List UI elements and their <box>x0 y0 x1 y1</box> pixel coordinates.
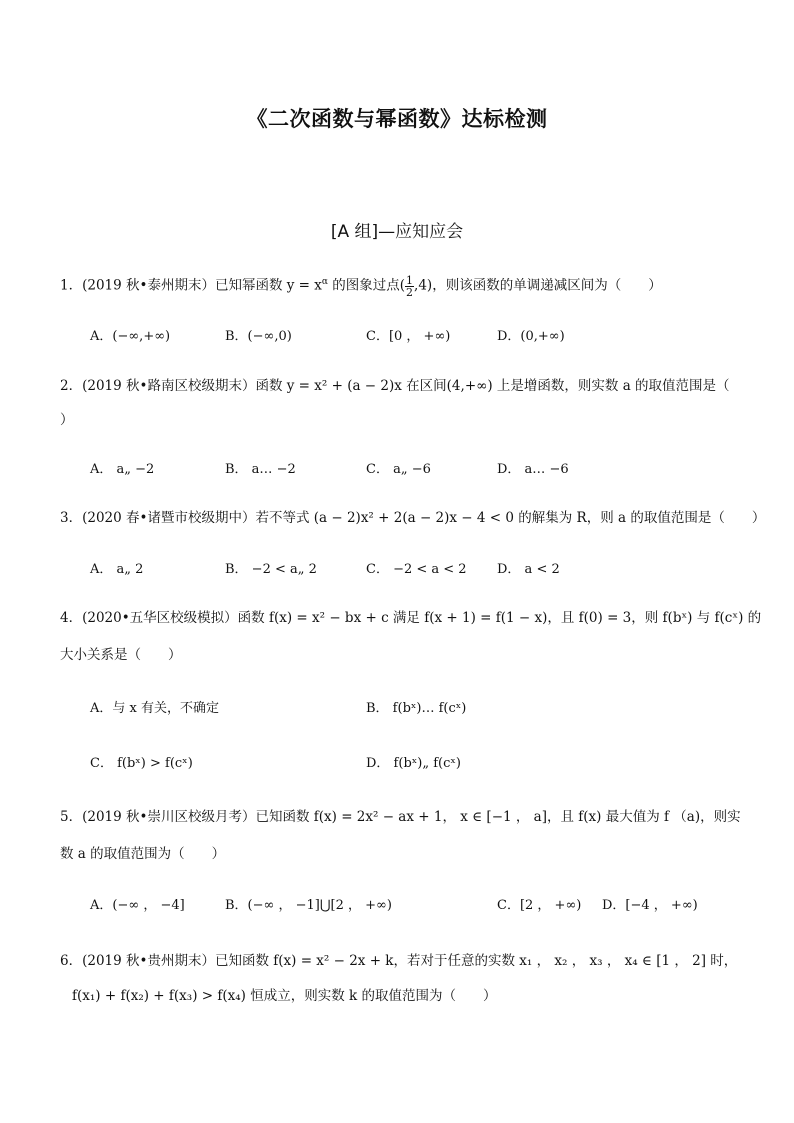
question-6-stem-continued: f(x₁) + f(x₂) + f(x₃) > f(x₄) 恒成立，则实数 k 的取值范围为（ ） <box>72 988 497 1004</box>
question-4-stem-continued: 大小关系是（ ） <box>60 647 182 663</box>
question-1-option-d[interactable]: D．(0,+∞) <box>497 329 565 344</box>
question-4-option-c[interactable]: C． f(bˣ) > f(cˣ) <box>90 756 193 771</box>
question-2-stem-continued: ） <box>60 412 74 428</box>
question-1-stem: 1．(2019 秋•泰州期末）已知幂函数 $y = x^\alpha$ 的图象过点( $\frac{1}{2}$ ,4)，则该函数的单调递减区间为（ ） <box>60 273 662 299</box>
question-1-option-a[interactable]: A．(−∞,+∞) <box>90 329 171 344</box>
question-6-stem: 6．(2019 秋•贵州期末）已知函数 f(x) = x² − 2x + k，若对于任意的实数 x₁ ， x₂ ， x₃ ， x₄ ∈ [1 ， 2] 时， <box>60 953 738 969</box>
question-5-option-d[interactable]: D．[−4 ， +∞) <box>602 898 698 913</box>
question-4-option-a[interactable]: A．与 x 有关，不确定 <box>90 701 219 716</box>
question-4-stem: 4．(2020•五华区校级模拟）函数 f(x) = x² − bx + c 满足 f(x + 1) = f(1 − x)，且 f(0) = 3，则 f(bˣ) 与 f(cˣ) 的 <box>60 610 762 626</box>
fraction-one-half: $\frac{1}{2}$ <box>406 273 414 299</box>
question-2-option-c[interactable]: C． a„ −6 <box>366 462 431 477</box>
question-4-option-b[interactable]: B． f(bˣ)… f(cˣ) <box>366 701 467 716</box>
question-3-option-a[interactable]: A． a„ 2 <box>90 562 144 577</box>
question-3-option-c[interactable]: C． −2 < a < 2 <box>366 562 467 577</box>
question-3-stem: 3．(2020 春•诸暨市校级期中）若不等式 (a − 2)x² + 2(a − 2)x − 4 < 0 的解集为 R，则 a 的取值范围是（ ） <box>60 510 766 526</box>
question-2-stem: 2．(2019 秋•路南区校级期末）函数 y = x² + (a − 2)x 在区间(4,+∞) 上是增函数，则实数 a 的取值范围是（ <box>60 378 730 394</box>
question-1-option-c[interactable]: C．[0 ， +∞) <box>366 329 451 344</box>
question-1-option-b[interactable]: B．(−∞,0) <box>225 329 292 344</box>
question-5-stem-continued: 数 a 的取值范围为（ ） <box>60 846 226 862</box>
question-5-option-c[interactable]: C．[2 ， +∞) <box>497 898 582 913</box>
question-2-option-b[interactable]: B． a… −2 <box>225 462 296 477</box>
question-5-option-a[interactable]: A．(−∞ ， −4] <box>90 898 185 913</box>
question-3-option-d[interactable]: D． a < 2 <box>497 562 560 577</box>
question-2-option-a[interactable]: A． a„ −2 <box>90 462 155 477</box>
document-title: 《二次函数与幂函数》达标检测 <box>246 107 548 131</box>
question-4-option-d[interactable]: D． f(bˣ)„ f(cˣ) <box>366 756 461 771</box>
section-heading: [A 组]—应知应会 <box>330 222 464 242</box>
question-2-option-d[interactable]: D． a… −6 <box>497 462 569 477</box>
question-5-stem: 5．(2019 秋•崇川区校级月考）已知函数 f(x) = 2x² − ax + 1， x ∈ [−1 ， a]，且 f(x) 最大值为 f （a)，则实 <box>60 809 741 825</box>
question-3-option-b[interactable]: B． −2 < a„ 2 <box>225 562 317 577</box>
question-5-option-b[interactable]: B．(−∞ ， −1]⋃[2 ， +∞) <box>225 898 392 913</box>
